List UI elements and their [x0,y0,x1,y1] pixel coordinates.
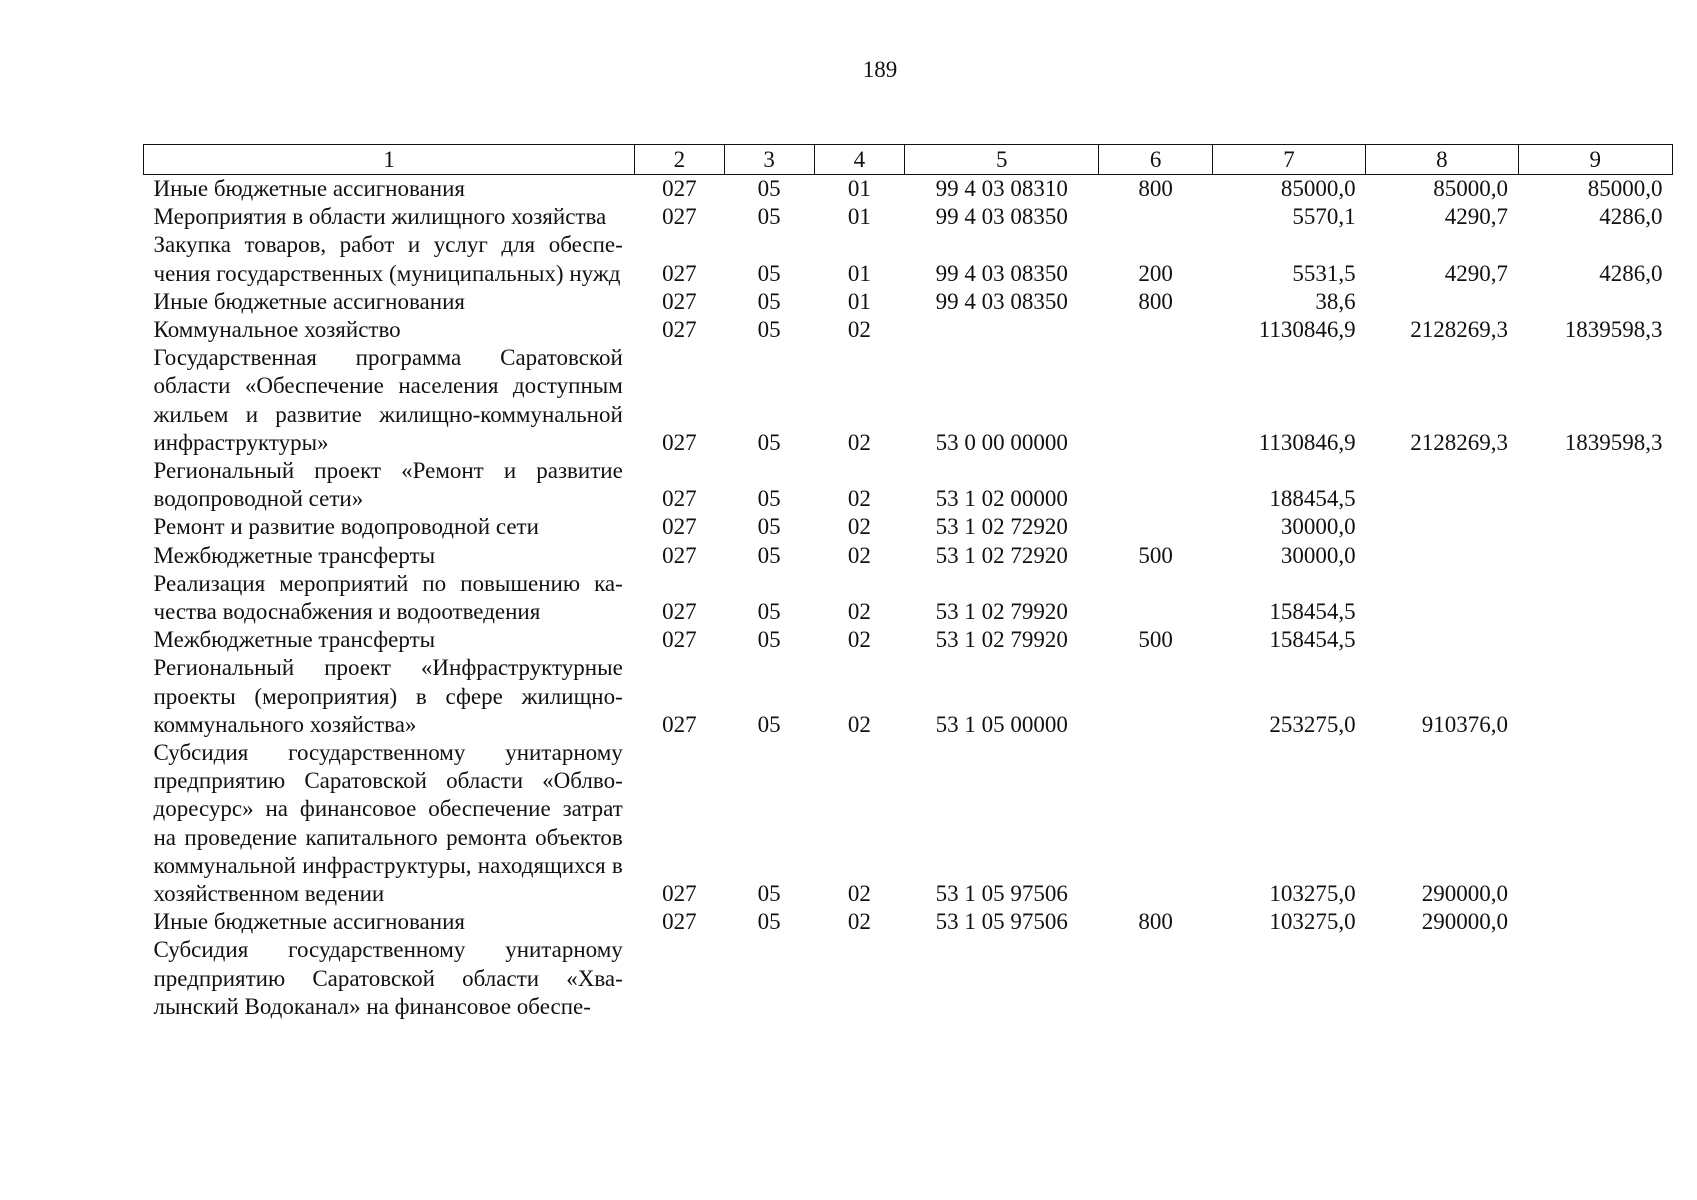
row-amount-col8-cell: 2128269,3 [1410,317,1509,343]
row-admin-code-cell: 027 [662,909,697,935]
row-expense-type-cell: 800 [1138,288,1173,314]
row-admin-code-cell: 027 [662,176,697,201]
row-subsection-cell: 01 [847,260,871,286]
row-expense-type-cell: 500 [1138,542,1173,568]
row-amount-col8-cell: 4290,7 [1444,204,1509,230]
row-amount-col7-cell: 158454,5 [1269,627,1356,653]
row-amount-col7-cell: 38,6 [1315,288,1356,314]
row-amount-col8-cell: 290000,0 [1421,909,1509,935]
row-amount-col8-cell: 2128269,3 [1410,429,1509,455]
row-subsection-cell: 02 [847,542,871,568]
table-row [144,626,1673,654]
row-expense-type-cell: 800 [1138,909,1173,935]
table-header [144,145,1673,175]
row-section-cell: 05 [757,260,781,286]
row-section-cell: 05 [757,429,781,455]
row-target-item-cell: 53 1 02 79920 [935,599,1068,625]
row-amount-col7-cell: 158454,5 [1269,599,1356,625]
row-name-cell: Мероприятия в области жилищного хозяйства [153,204,607,230]
row-amount-col8-cell: 85000,0 [1433,176,1509,201]
row-amount-col7-cell: 30000,0 [1280,542,1356,568]
row-amount-col8-cell [1366,288,1518,316]
row-subsection-cell [814,936,904,1021]
row-amount-col8-cell: 4290,7 [1444,260,1509,286]
row-amount-col9-cell [1518,626,1672,654]
row-target-item-cell: 53 1 05 00000 [935,711,1068,737]
row-section-cell: 05 [757,288,781,314]
row-subsection-cell: 02 [847,909,871,935]
row-amount-col9-cell [1518,542,1672,570]
row-admin-code-cell: 027 [662,288,697,314]
table-row [144,344,1673,457]
row-name-cell: Субсидия государственному унитарному предприятию Саратовской области «Облводоресурс» на финансовое обеспечение затрат на проведение капитального ремонта объектов коммунальной инфраструктуры, находящихся в хозяйственном ведении [153,740,623,907]
row-amount-col7-cell: 253275,0 [1269,711,1356,737]
row-amount-col9-cell: 1839598,3 [1564,317,1663,343]
row-name-cell: Иные бюджетные ассигнования [153,909,465,935]
table-row [144,542,1673,570]
row-expense-type-cell [1099,570,1212,626]
table-body [144,175,1673,1022]
row-amount-col8-cell [1366,570,1518,626]
row-subsection-cell: 01 [847,204,871,230]
row-target-item-cell: 53 0 00 00000 [935,429,1068,455]
row-subsection-cell: 02 [847,514,871,540]
row-amount-col9-cell [1518,908,1672,936]
row-amount-col9-cell [1518,513,1672,541]
row-subsection-cell: 02 [847,599,871,625]
row-amount-col9-cell: 85000,0 [1587,176,1663,201]
row-name-cell: Иные бюджетные ассигнования [153,176,465,201]
header-row [144,145,1673,175]
row-admin-code-cell: 027 [662,260,697,286]
header-col-9: 9 [1518,145,1672,175]
row-section-cell: 05 [757,514,781,540]
row-admin-code-cell: 027 [662,429,697,455]
row-amount-col8-cell: 910376,0 [1421,711,1509,737]
row-subsection-cell: 02 [847,429,871,455]
row-target-item-cell: 53 1 02 79920 [935,627,1068,653]
row-name-cell: Коммунальное хозяйство [153,317,401,343]
table-row [144,908,1673,936]
row-amount-col9-cell: 4286,0 [1599,260,1663,286]
row-section-cell: 05 [757,599,781,625]
row-amount-col7-cell: 1130846,9 [1258,317,1356,343]
row-section-cell: 05 [757,627,781,653]
row-section-cell: 05 [757,542,781,568]
header-col-5: 5 [904,145,1099,175]
row-target-item-cell: 99 4 03 08350 [935,204,1068,230]
header-col-6: 6 [1099,145,1212,175]
row-target-item-cell: 53 1 02 72920 [935,514,1068,540]
table-row [144,203,1673,231]
header-col-2: 2 [635,145,724,175]
header-col-8: 8 [1366,145,1518,175]
row-amount-col7-cell: 5531,5 [1292,260,1356,286]
row-name-cell: Межбюджетные трансферты [153,627,436,653]
row-subsection-cell: 02 [847,627,871,653]
row-admin-code-cell: 027 [662,317,697,343]
row-amount-col9-cell [1518,936,1672,1021]
table-row [144,457,1673,513]
row-expense-type-cell: 800 [1138,176,1173,201]
row-amount-col9-cell [1518,288,1672,316]
row-admin-code-cell: 027 [662,627,697,653]
row-expense-type-cell [1099,739,1212,908]
row-amount-col7-cell: 1130846,9 [1258,429,1356,455]
row-amount-col7-cell: 85000,0 [1280,176,1356,201]
row-amount-col7-cell: 103275,0 [1269,909,1356,935]
row-amount-col9-cell [1518,570,1672,626]
row-section-cell [724,936,814,1021]
row-section-cell: 05 [757,176,781,201]
row-name-cell: Государственная программа Саратовской области «Обеспечение населения доступным жильем и развитие жилищно-коммунальной инфраструктуры» [153,345,623,455]
row-amount-col9-cell [1518,654,1672,739]
table-row [144,316,1673,344]
table-row [144,513,1673,541]
row-expense-type-cell [1099,203,1212,231]
row-admin-code-cell: 027 [662,881,697,907]
row-expense-type-cell [1099,513,1212,541]
row-amount-col8-cell: 290000,0 [1421,881,1509,907]
row-subsection-cell: 02 [847,711,871,737]
row-target-item-cell [904,936,1099,1021]
table-row [144,175,1673,204]
row-target-item-cell: 99 4 03 08350 [935,260,1068,286]
row-expense-type-cell [1099,344,1212,457]
row-expense-type-cell [1099,654,1212,739]
row-name-cell: Закупка товаров, работ и услуг для обеспечения государственных (муниципальных) нужд [153,232,623,286]
row-amount-col7-cell: 103275,0 [1269,881,1356,907]
header-col-3: 3 [724,145,814,175]
row-admin-code-cell: 027 [662,514,697,540]
row-subsection-cell: 02 [847,317,871,343]
row-name-cell: Субсидия государственному унитарному предприятию Саратовской области «Хвалынский Водоканал» на финансовое обеспе- [153,937,623,1019]
row-amount-col8-cell [1366,513,1518,541]
row-subsection-cell: 01 [847,288,871,314]
row-expense-type-cell [1099,316,1212,344]
row-amount-col8-cell [1366,542,1518,570]
row-admin-code-cell: 027 [662,711,697,737]
row-target-item-cell: 99 4 03 08310 [935,176,1068,201]
row-expense-type-cell [1099,457,1212,513]
row-amount-col9-cell [1518,739,1672,908]
row-target-item-cell: 99 4 03 08350 [935,288,1068,314]
table-row [144,570,1673,626]
row-target-item-cell: 53 1 05 97506 [935,909,1068,935]
row-subsection-cell: 02 [847,486,871,512]
row-section-cell: 05 [757,881,781,907]
row-section-cell: 05 [757,204,781,230]
row-expense-type-cell [1099,936,1212,1021]
row-admin-code-cell [635,936,724,1021]
row-name-cell: Межбюджетные трансферты [153,542,436,568]
row-name-cell: Региональный проект «Инфраструктурные проекты (мероприятия) в сфере жилищно-коммунального хозяйства» [153,655,623,737]
row-amount-col9-cell: 1839598,3 [1564,429,1663,455]
row-section-cell: 05 [757,711,781,737]
row-amount-col8-cell [1366,457,1518,513]
table-row [144,936,1673,1021]
header-col-7: 7 [1212,145,1365,175]
row-amount-col7-cell: 5570,1 [1292,204,1356,230]
row-target-item-cell: 53 1 02 00000 [935,486,1068,512]
row-section-cell: 05 [757,909,781,935]
row-section-cell: 05 [757,486,781,512]
row-amount-col8-cell [1366,626,1518,654]
row-target-item-cell [904,316,1099,344]
row-amount-col9-cell: 4286,0 [1599,204,1663,230]
row-subsection-cell: 02 [847,881,871,907]
budget-table [143,144,1673,1021]
row-amount-col7-cell: 30000,0 [1280,514,1356,540]
row-expense-type-cell: 200 [1138,260,1173,286]
row-admin-code-cell: 027 [662,599,697,625]
row-amount-col7-cell [1212,936,1365,1021]
row-amount-col8-cell [1366,936,1518,1021]
row-amount-col7-cell: 188454,5 [1269,486,1356,512]
row-name-cell: Иные бюджетные ассигнования [153,288,465,314]
page-number: 189 [862,57,898,82]
row-name-cell: Региональный проект «Ремонт и развитие водопроводной сети» [153,458,623,512]
table-row [144,654,1673,739]
row-admin-code-cell: 027 [662,204,697,230]
row-target-item-cell: 53 1 02 72920 [935,542,1068,568]
row-admin-code-cell: 027 [662,486,697,512]
table-row [144,231,1673,287]
row-expense-type-cell: 500 [1138,627,1173,653]
table-row [144,739,1673,908]
row-name-cell: Реализация мероприятий по повышению качества водоснабжения и водоотведения [153,570,623,625]
table-row [144,288,1673,316]
row-amount-col9-cell [1518,457,1672,513]
header-col-4: 4 [814,145,904,175]
row-admin-code-cell: 027 [662,542,697,568]
row-section-cell: 05 [757,317,781,343]
row-subsection-cell: 01 [847,176,871,201]
row-name-cell: Ремонт и развитие водопроводной сети [153,514,539,540]
row-target-item-cell: 53 1 05 97506 [935,881,1068,907]
header-col-1: 1 [144,145,635,175]
